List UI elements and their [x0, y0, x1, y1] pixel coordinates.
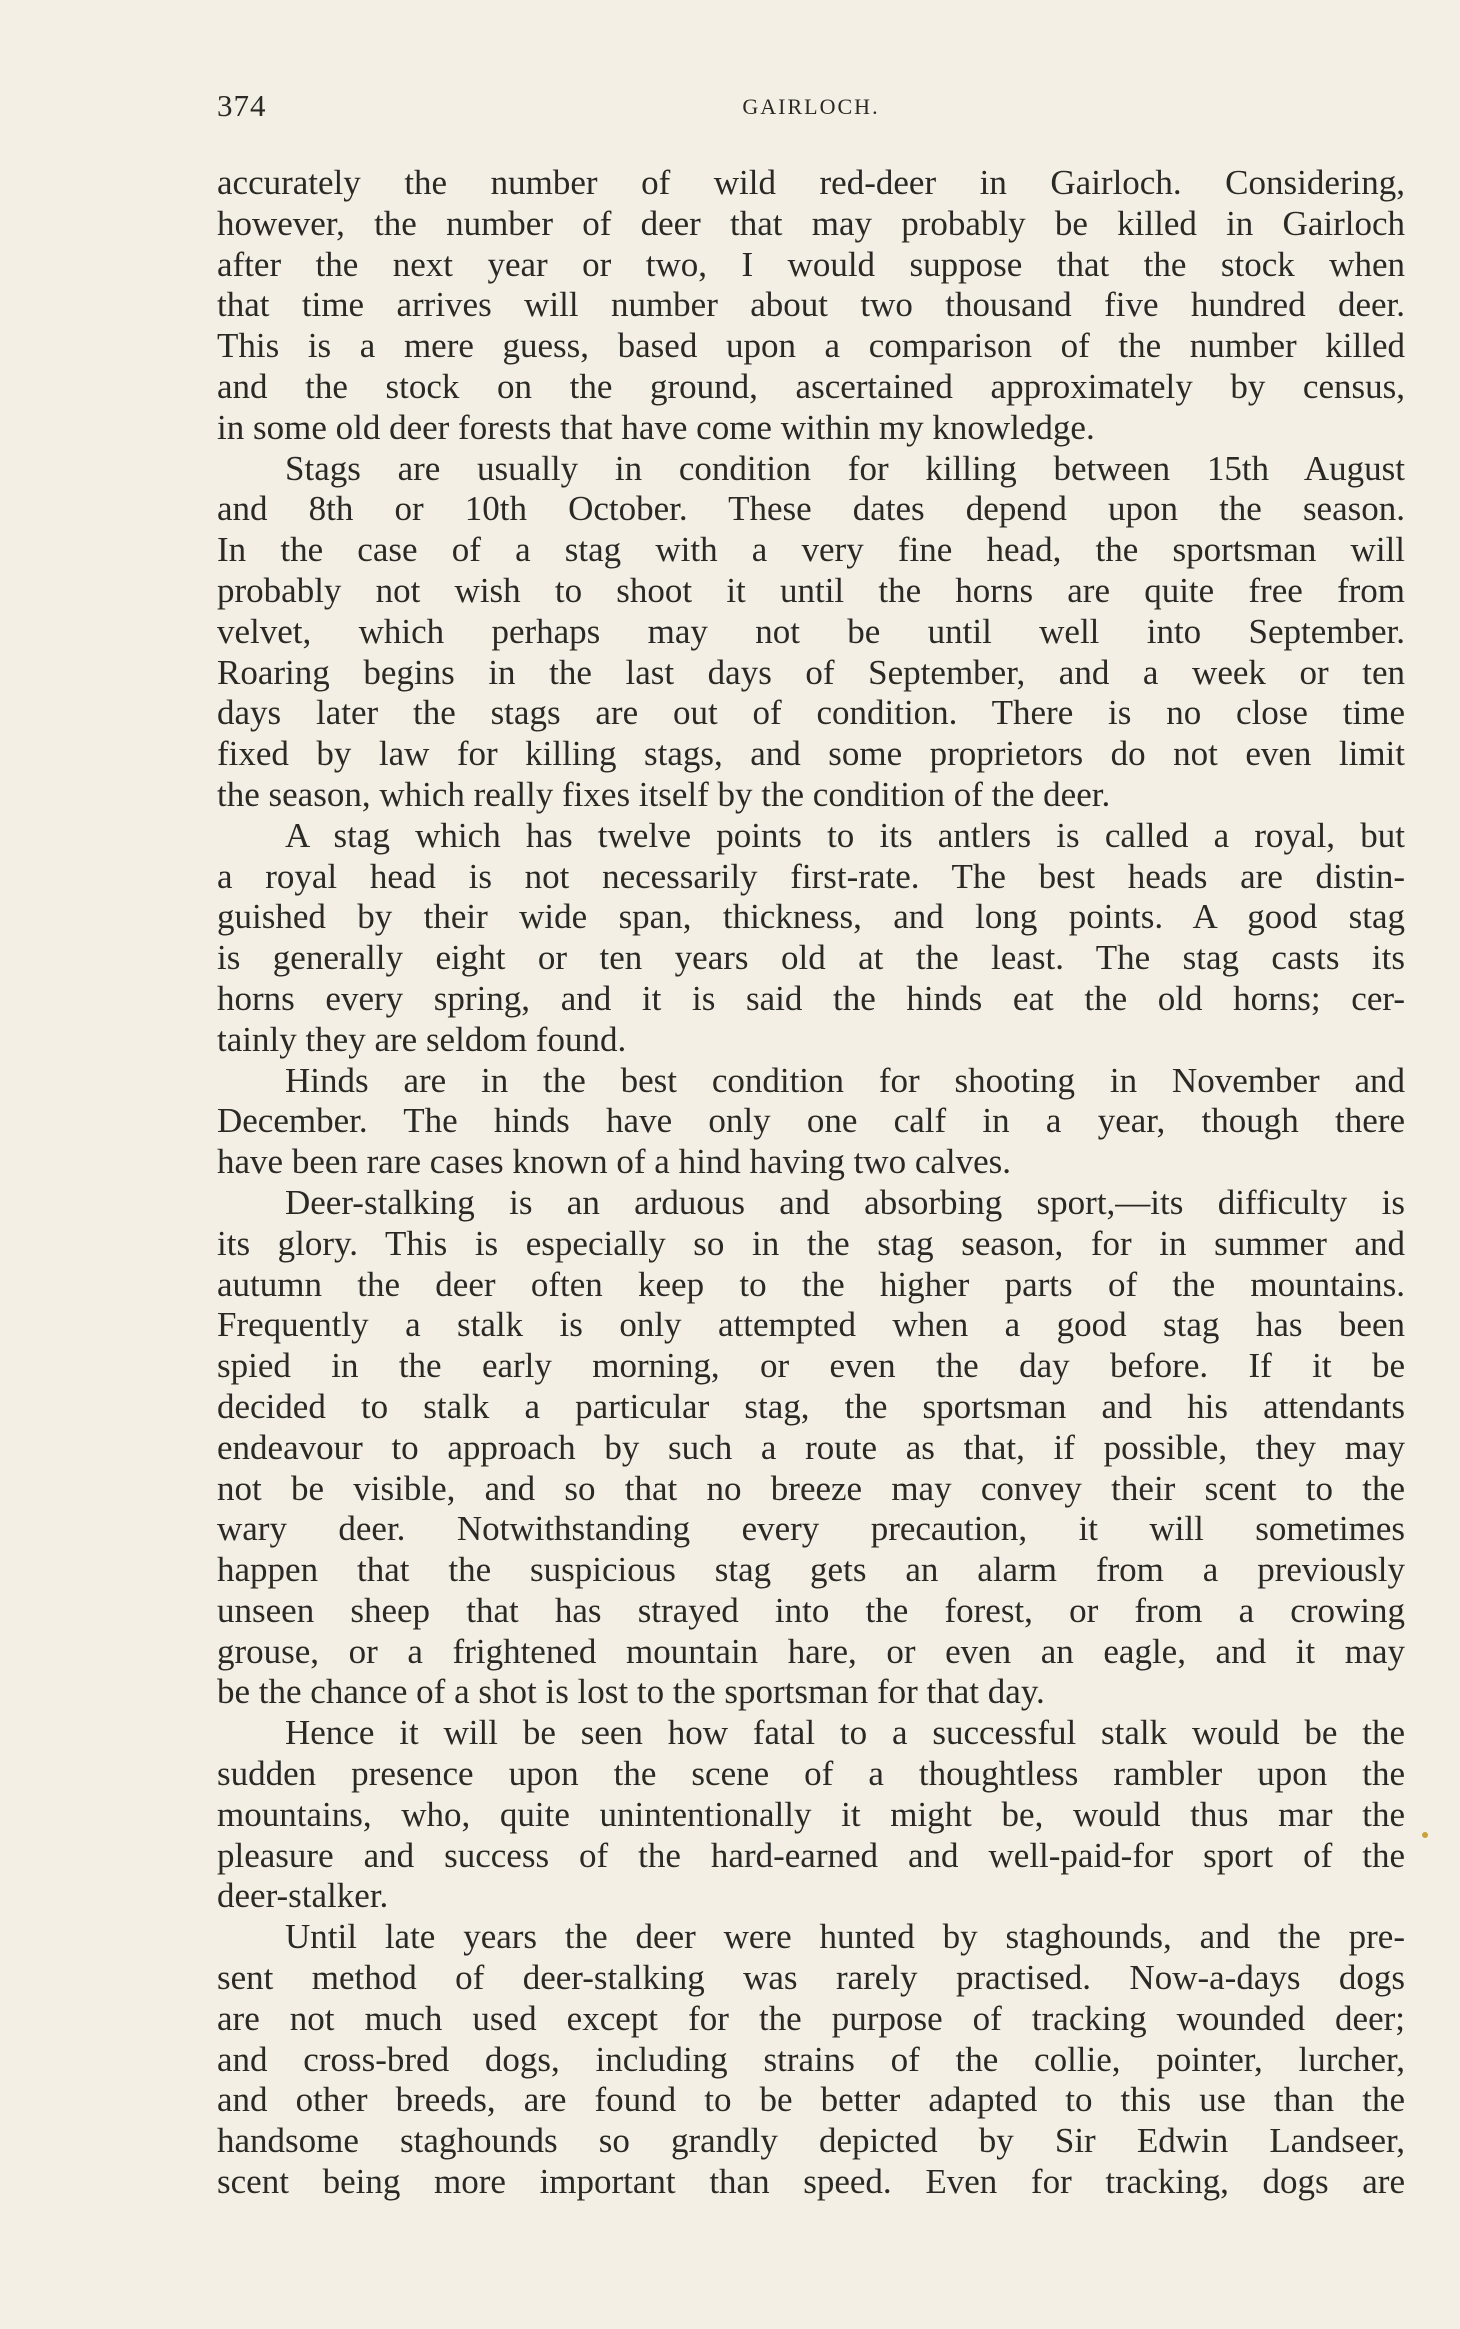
body-text	[217, 163, 1405, 2203]
paragraph	[217, 449, 1405, 816]
text-line: in some old deer forests that have come within my knowledge.	[217, 407, 1095, 447]
text-line: is generally eight or ten years old at the least. The stag casts its	[217, 938, 1405, 978]
text-line: fixed by law for killing stags, and some proprietors do not even limit	[217, 734, 1405, 774]
text-line: days later the stags are out of condition. There is no close time	[217, 693, 1405, 733]
paper-speck	[1422, 1832, 1428, 1838]
text-line: deer-stalker.	[217, 1876, 389, 1916]
text-line: decided to stalk a particular stag, the sportsman and his attendants	[217, 1386, 1405, 1426]
text-line: a royal head is not necessarily first-rate. The best heads are distin-	[217, 856, 1405, 896]
text-line: and other breeds, are found to be better adapted to this use than the	[217, 2080, 1405, 2120]
paragraph	[217, 1713, 1405, 1917]
text-line: after the next year or two, I would suppose that the stock when	[217, 244, 1405, 284]
running-head	[217, 88, 1405, 138]
text-line: have been rare cases known of a hind having two calves.	[217, 1142, 1012, 1182]
text-line: Frequently a stalk is only attempted when a good stag has been	[217, 1305, 1405, 1345]
text-line: happen that the suspicious stag gets an alarm from a previously	[217, 1550, 1405, 1590]
text-line: Roaring begins in the last days of September, and a week or ten	[217, 652, 1405, 692]
text-line: that time arrives will number about two thousand five hundred deer.	[217, 285, 1405, 325]
text-line: guished by their wide span, thickness, and long points. A good stag	[217, 897, 1405, 937]
paragraph	[217, 1183, 1405, 1713]
text-line: and cross-bred dogs, including strains of the collie, pointer, lurcher,	[217, 2039, 1405, 2079]
text-line: wary deer. Notwithstanding every precaution, it will sometimes	[217, 1509, 1405, 1549]
text-line: December. The hinds have only one calf in a year, though there	[217, 1101, 1405, 1141]
text-line: mountains, who, quite unintentionally it might be, would thus mar the	[217, 1794, 1405, 1834]
text-line: and the stock on the ground, ascertained approximately by census,	[217, 366, 1405, 406]
text-line: scent being more important than speed. Even for tracking, dogs are	[217, 2162, 1405, 2202]
text-line: autumn the deer often keep to the higher parts of the mountains.	[217, 1264, 1405, 1304]
text-line: unseen sheep that has strayed into the forest, or from a crowing	[217, 1590, 1405, 1630]
text-line: velvet, which perhaps may not be until well into September.	[217, 611, 1405, 651]
text-line: spied in the early morning, or even the day before. If it be	[217, 1346, 1405, 1386]
paragraph	[217, 816, 1405, 1061]
text-line: probably not wish to shoot it until the horns are quite free from	[217, 570, 1405, 610]
text-line: however, the number of deer that may probably be killed in Gairloch	[217, 203, 1405, 243]
text-line: pleasure and success of the hard-earned and well-paid-for sport of the	[217, 1835, 1405, 1875]
text-line: tainly they are seldom found.	[217, 1019, 627, 1059]
text-line: its glory. This is especially so in the stag season, for in summer and	[217, 1223, 1405, 1263]
text-line: grouse, or a frightened mountain hare, or even an eagle, and it may	[217, 1631, 1405, 1671]
text-line: accurately the number of wild red-deer in Gairloch. Considering,	[217, 163, 1405, 202]
text-line: Hinds are in the best condition for shooting in November and	[285, 1060, 1405, 1100]
running-title: GAIRLOCH.	[742, 94, 880, 119]
text-line: In the case of a stag with a very fine head, the sportsman will	[217, 530, 1405, 570]
text-line: A stag which has twelve points to its antlers is called a royal, but	[285, 815, 1405, 855]
text-line: Stags are usually in condition for killing between 15th August	[285, 448, 1405, 488]
text-line: are not much used except for the purpose of tracking wounded deer;	[217, 1998, 1405, 2038]
text-line: not be visible, and so that no breeze may convey their scent to the	[217, 1468, 1405, 1508]
paragraph	[217, 163, 1405, 449]
page-number: 374	[217, 88, 267, 123]
text-line: sent method of deer-stalking was rarely practised. Now-a-days dogs	[217, 1958, 1405, 1998]
text-line: Hence it will be seen how fatal to a successful stalk would be the	[285, 1713, 1405, 1753]
text-line: sudden presence upon the scene of a thoughtless rambler upon the	[217, 1754, 1405, 1794]
text-line: This is a mere guess, based upon a comparison of the number killed	[217, 326, 1405, 366]
text-line: horns every spring, and it is said the hinds eat the old horns; cer-	[217, 978, 1405, 1018]
text-line: handsome staghounds so grandly depicted by Sir Edwin Landseer,	[217, 2121, 1405, 2161]
text-line: and 8th or 10th October. These dates depend upon the season.	[217, 489, 1405, 529]
text-line: endeavour to approach by such a route as that, if possible, they may	[217, 1427, 1405, 1467]
text-line: be the chance of a shot is lost to the sportsman for that day.	[217, 1672, 1045, 1712]
paragraph	[217, 1061, 1405, 1183]
text-line: the season, which really fixes itself by the condition of the deer.	[217, 774, 1111, 814]
text-line: Until late years the deer were hunted by staghounds, and the pre-	[285, 1917, 1405, 1957]
paragraph	[217, 1917, 1405, 2203]
text-line: Deer-stalking is an arduous and absorbing sport,—its difficulty is	[285, 1182, 1405, 1222]
